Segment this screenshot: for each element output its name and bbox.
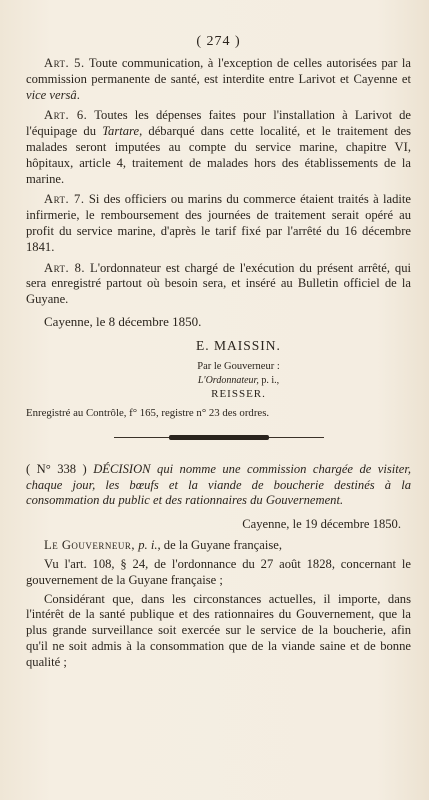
date-place-2: Cayenne, le 19 décembre 1850. — [242, 517, 401, 532]
decision-title: qui nomme une commission chargée de visiter, chaque jour, les bœufs et la viande de boucherie destinés à la consommation du public et des rationnaires du Gouvernement. — [26, 461, 412, 508]
article-6 — [26, 108, 411, 187]
ordonnateur-title: L'Ordonnateur, — [197, 374, 259, 386]
article-5-italic: vice versâ — [26, 87, 77, 102]
article-8-text: L'ordonnateur est chargé de l'exécution du présent arrêté, qui sera enregistré partout où besoin sera, et inséré au Bulletin officiel de la Guyane. — [26, 260, 411, 307]
decision-number: ( N° 338 ) — [26, 461, 87, 476]
article-7-label: Art. 7. — [44, 192, 85, 207]
article-6-label: Art. 6. — [44, 108, 88, 123]
article-7 — [26, 192, 411, 255]
article-8 — [26, 261, 411, 308]
section-divider — [114, 434, 324, 442]
decision-title-caps: DÉCISION — [93, 461, 151, 476]
divider-thick-line — [169, 435, 269, 440]
decision-heading — [26, 462, 411, 509]
registry-note: Enregistré au Contrôle, f° 165, registre n° 23 des ordres. — [26, 406, 270, 419]
article-6-text-a: Toutes les dépenses faites pour l'installation à Larivot de l'équipage du — [26, 108, 411, 139]
page-number: ( 274 ) — [196, 34, 241, 49]
article-6-italic: Tartare — [102, 124, 140, 139]
ordonnateur-pi: p. i., — [258, 374, 280, 386]
ordonnateur-line — [26, 374, 411, 388]
article-5-text: Toute communication, à l'exception de celles autorisées par la commission permanente de santé, est interdite entre Larivot et Cayenne et — [26, 56, 411, 86]
by-governor-line: Par le Gouverneur : — [197, 360, 280, 372]
article-7-text: Si des officiers ou marins du commerce étaient traités à ladite infirmerie, le remboursement des journées de traitement serait opéré au profit du service marine, d'après le tarif fixé par l'arrêté du 16 décembre 1841. — [26, 192, 411, 254]
signature-name: E. MAISSIN. — [196, 337, 281, 353]
governor-rest: de la Guyane française, — [160, 538, 282, 553]
paragraph-considerant: Considérant que, dans les circonstances actuelles, il importe, dans l'intérêt de la santé publique et des rationnaires du Gouvernement, que la plus grande surveillance soit exercée sur le service de la boucherie, afin qu'il ne soit admis à la consommation que de la viande saine et de bonne qualité ; — [26, 591, 411, 669]
governor-pi: p. i., — [135, 538, 161, 553]
date-place-1: Cayenne, le 8 décembre 1850. — [44, 313, 202, 329]
article-6-text-b: , débarqué dans cette localité, et le traitement des malades seront imputées au compte du service marine, chapitre VI, hôpitaux, article 4, traitement de malades hors des établissements de la marine. — [26, 124, 411, 186]
paragraph-vu: Vu l'art. 108, § 24, de l'ordonnance du 27 août 1828, concernant le gouvernement de la Guyane française ; — [26, 556, 411, 587]
article-5-end: . — [76, 87, 80, 102]
governor-label: Le Gouverneur, — [44, 538, 136, 553]
article-8-label: Art. 8. — [44, 260, 86, 275]
article-5-label: Art. 5. — [44, 56, 85, 70]
second-signature-name: REISSER. — [211, 387, 266, 400]
article-5 — [26, 56, 411, 103]
paragraph-governor — [26, 538, 411, 554]
